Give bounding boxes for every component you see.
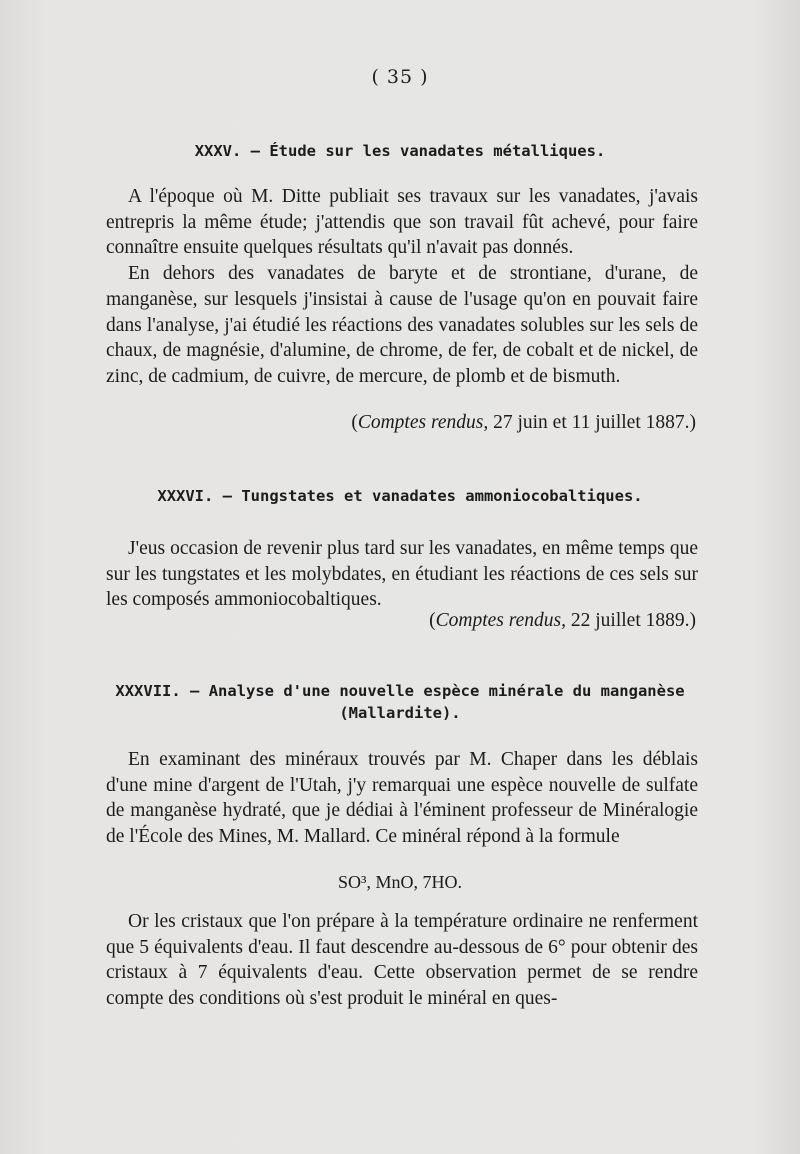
citation-date: 22 juillet 1889.) <box>570 610 696 631</box>
section-body-xxxv <box>106 184 698 390</box>
section-heading-xxxv: XXXV. — Étude sur les vanadates métalliques. <box>194 142 606 160</box>
section-heading-xxxvii: XXXVII. — Analyse d'une nouvelle espèce minérale du manganèse <box>115 682 685 700</box>
section-heading-xxxvii-subtitle: (Mallardite). <box>339 704 461 722</box>
citation-journal: Comptes rendus, <box>357 412 489 433</box>
section-body-xxxvii-continued <box>106 909 698 1012</box>
citation-journal: Comptes rendus, <box>435 610 566 631</box>
paragraph: J'eus occasion de revenir plus tard sur les vanadates, en même temps que sur les tungstates et les molybdates, en étudiant les réactions de ces sels sur les composés ammoniocobaltiques. <box>106 538 698 611</box>
section-heading-xxxvi: XXXVI. — Tungstates et vanadates ammoniocobaltiques. <box>157 487 643 505</box>
paragraph: En dehors des vanadates de baryte et de strontiane, d'urane, de manganèse, sur lesquels j'insistai à cause de l'usage qu'on en pouvait faire dans l'analyse, j'ai étudié les réactions des vanadates solubles sur les sels de chaux, de magnésie, d'alumine, de chrome, de fer, de cobalt et de nickel, de zinc, de cadmium, de cuivre, de mercure, de plomb et de bismuth. <box>106 263 698 387</box>
paragraph: A l'époque où M. Ditte publiait ses travaux sur les vanadates, j'avais entrepris la même étude; j'attendis que son travail fût achevé, pour faire connaître ensuite quelques résultats qu'il n'avait pas donnés. <box>106 186 698 259</box>
section-body-xxxvii <box>106 747 698 850</box>
chemical-formula: SO³, MnO, 7HO. <box>338 872 462 892</box>
paragraph: Or les cristaux que l'on prépare à la température ordinaire ne renferment que 5 équivalents d'eau. Il faut descendre au-dessous de 6° pour obtenir des cristaux à 7 équivalents d'eau. Cette observation permet de se rendre compte des conditions où s'est produit le minéral en ques- <box>106 911 698 1010</box>
section-body-xxxvi <box>106 536 698 613</box>
citation-xxxv: (Comptes rendus, 27 juin et 11 juillet 1887.) <box>351 412 696 433</box>
paragraph: En examinant des minéraux trouvés par M. Chaper dans les déblais d'une mine d'argent de l'Utah, j'y remarquai une espèce nouvelle de sulfate de manganèse hydraté, que je dédiai à l'éminent professeur de Minéralogie de l'École des Mines, M. Mallard. Ce minéral répond à la formule <box>106 749 698 848</box>
citation-date: 27 juin et 11 juillet 1887.) <box>493 412 696 433</box>
citation-xxxvi: (Comptes rendus, 22 juillet 1889.) <box>429 610 696 631</box>
page-number: ( 35 ) <box>371 66 429 88</box>
